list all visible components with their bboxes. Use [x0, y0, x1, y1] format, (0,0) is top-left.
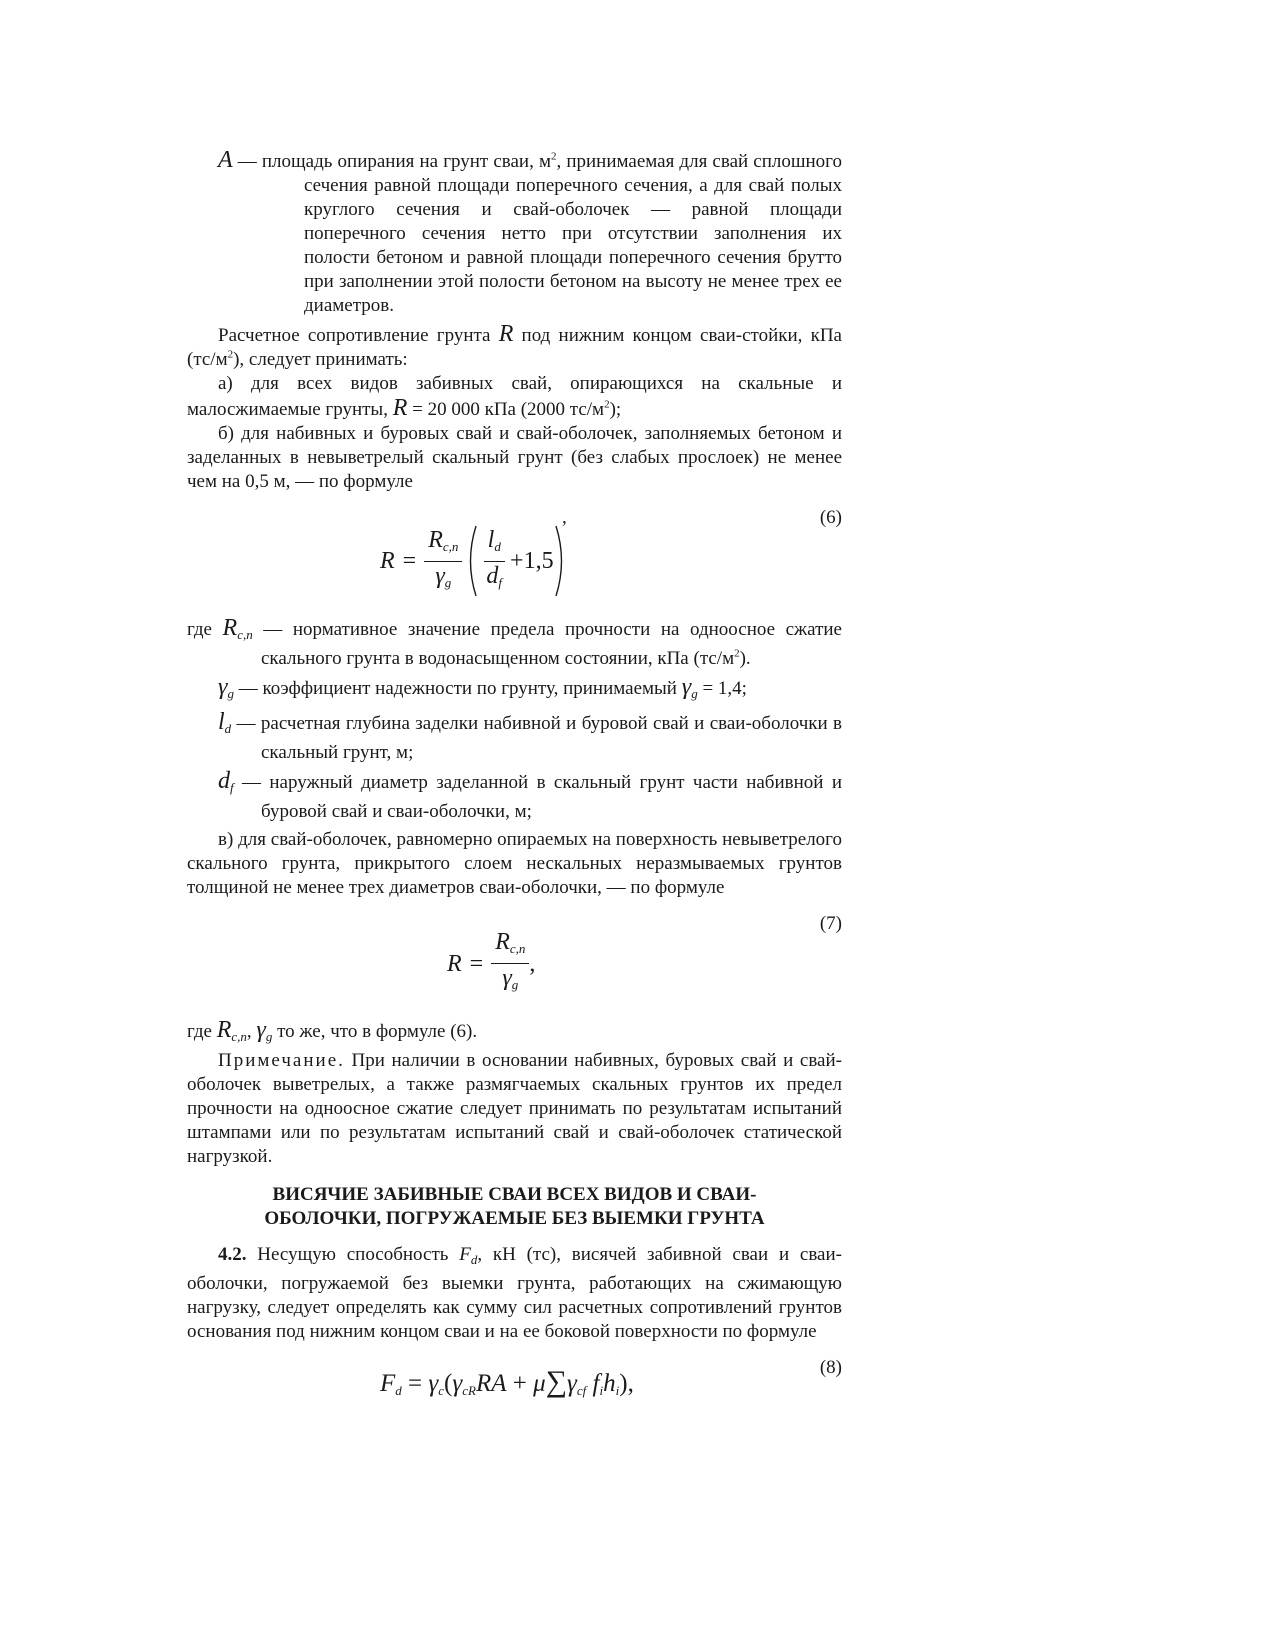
definition-gamma-g: $\gamma_g$ — коэффициент надежности по грунту, принимаемый $\gamma_g = 1,4$;: [218, 674, 747, 701]
definition-A: A — площадь опирания на грунт сваи, $м^2$, принимаемая для свай сплошного сечения равной площади поперечного сечения, а для свай полых круглого сечения и свай-оболочек — равной площади поперечного сечения нетто при отсутствии заполнения их полости бетоном и равной площади поперечного сечения брутто при заполнении этой полости бетоном на высоту не менее трех ее диаметров.: [218, 147, 842, 316]
definition-Rcn: где $R_{c,n}$ — нормативное значение предела прочности на одноосное сжатие скального грунта в водонасыщенном состоянии, кПа $(тс/м^2)$.: [187, 615, 842, 669]
right-paren-icon: [554, 524, 568, 598]
note-label: Примечание.: [218, 1050, 345, 1071]
document-page: [187, 148, 842, 1414]
paragraph-item-v: в) для свай-оболочек, равномерно опираемых на поверхность невыветрелого скального грунта, прикрытого слоем нескальных неразмываемых грунтов толщиной не менее трех диаметров сваи-оболочки, — по формуле: [187, 829, 842, 898]
paragraph-item-a: а) для всех видов забивных свай, опирающихся на скальные и малосжимаемые грунты, R = 20 000 кПа (2000 $тс/м^2$);: [187, 373, 842, 421]
clause-number: 4.2.: [218, 1244, 247, 1265]
section-heading: ВИСЯЧИЕ ЗАБИВНЫЕ СВАИ ВСЕХ ВИДОВ И СВАИ- ОБОЛОЧКИ, ПОГРУЖАЕМЫЕ БЕЗ ВЫЕМКИ ГРУНТА: [264, 1184, 765, 1229]
formula-7: (7) R = $\frac{R_{c,n}}{\gamma_g}$ ,: [447, 913, 842, 992]
paragraph-item-b: б) для набивных и буровых свай и свай-оболочек, заполняемых бетоном и заделанных в невыветрелый скальный грунт (без слабых прослоек) не менее чем на 0,5 м, — по формуле: [187, 423, 842, 492]
definition-df: $d_f$ — наружный диаметр заделанной в скальный грунт части набивной и буровой свай и сваи-оболочки, м;: [218, 768, 842, 822]
paragraph-4-2: 4.2. Несущую способность $F_d$, кН (тс), висячей забивной сваи и сваи-оболочки, погружаемой без выемки грунта, работающих на сжимающую нагрузку, следует определять как сумму сил расчетных сопротивлений грунтов основания под нижним концом сваи и на ее боковой поверхности по формуле: [187, 1244, 842, 1342]
symbol-A: A: [218, 147, 233, 173]
left-paren-icon: [464, 524, 478, 598]
formula-7-number: (7): [819, 913, 842, 934]
formula-8-number: (8): [819, 1357, 842, 1378]
formula-6: (6) , R = $\frac{R_{c,n}}{\gamma_g}$ $\frac{l_d}{d_f}$ +1,5: [187, 494, 842, 606]
formula-8: (8) $F_d = \gamma_c(\gamma_{cR}RA + \mu\sum\gamma_{cf}$ $f_ih_i$),: [380, 1357, 842, 1398]
paragraph-where-7: где $R_{c,n}$, $\gamma_g$ то же, что в формуле (6).: [187, 1017, 478, 1044]
definition-ld: $l_d$ — расчетная глубина заделки набивной и буровой свай и сваи-оболочки в скальный грунт, м;: [218, 709, 842, 763]
paragraph-design-resistance: Расчетное сопротивление грунта R под нижним концом сваи-стойки, кПа $(тс/м^2)$, следует принимать:: [187, 321, 842, 370]
formula-6-number: (6): [819, 507, 842, 528]
note-paragraph: Примечание. При наличии в основании набивных, буровых свай и свай-оболочек выветрелых, а также размягчаемых скальных грунтов их предел прочности на одноосное сжатие следует принимать по результатам испытаний штампами или по результатам испытаний свай и свай-оболочек статической нагрузкой.: [187, 1050, 842, 1167]
